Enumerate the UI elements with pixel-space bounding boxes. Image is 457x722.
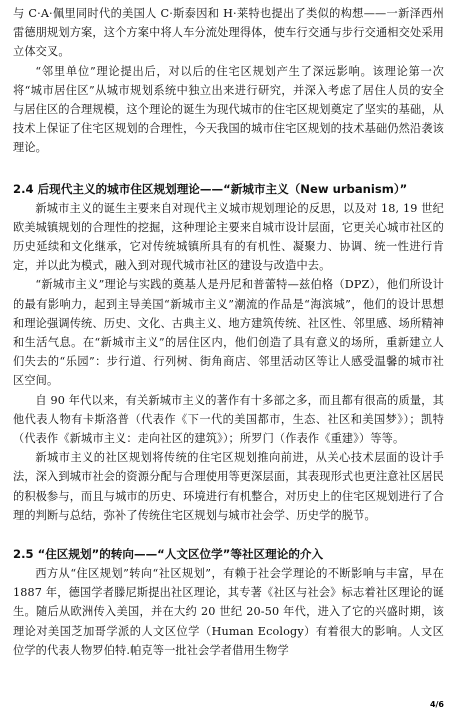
paragraph: 自 90 年代以来，有关新城市主义的著作有十多部之多，而且都有很高的质量，其他代表人物有卡斯洛普（代表作《下一代的美国都市，生态、社区和美国梦》）；凯特（代表作《新城市主义：走向社区的建筑》）；所罗门（作表作《重建》）等等。 bbox=[13, 393, 444, 446]
paragraph: 新城市主义的社区规划将传统的住宅区规划推向前进，从关心技术层面的设计手法，深入到城市社会的资源分配与合理使用等更深层面，其表现形式也更注意社区居民的积极参与，而且与城市的历史、环境进行有机整合，对历史上的住宅区规划进行了合理的判断与总结，弥补了传统住宅区规划与城市社会学、历史学的脱节。 bbox=[13, 451, 444, 522]
paragraph: “邻里单位”理论提出后，对以后的住宅区规划产生了深远影响。该理论第一次将“城市居住区”从城市规划系统中独立出来进行研究，并深入考虑了居住人员的安全与居住区的合理规模，这个理论的诞生为现代城市的住宅区规划奠定了坚实的基础，从技术上保证了住宅区规划的合理性，今天我国的城市住宅区规划的技术基础仍然沿袭该理论。 bbox=[13, 64, 444, 155]
paragraph: 西方从“住区规划”转向“社区规划”，有赖于社会学理论的不断影响与丰富，早在 1887 年，德国学者滕尼斯提出社区理论，其专著《社区与社会》标志着社区理论的诞生。随后从欧洲传入美国，并在大约 20 世纪 20-50 年代，进入了它的兴盛时期，该理论对美国芝加哥学派的人文区位学（Human Ecology）有着很大的影响。人文区位学的代表人物罗伯特.帕克等一批社会学者借用生物学 bbox=[13, 567, 444, 657]
paragraph: “新城市主义”理论与实践的奠基人是丹尼和普蕾特—兹伯格（DPZ），他们所设计的最有影响力，起到主导美国“新城市主义”潮流的作品是“海滨城”，他们的设计思想和理论强调传统、历史、文化、古典主义、地方建筑传统、社区性、邻里感、场所精神和生活气息。在“新城市主义”的居住区内，他们创造了具有意义的场所，重新建立人们失去的“乐园”：步行道、行列树、街角商店、邻里活动区等让人感受温馨的城市社区空间。 bbox=[13, 278, 444, 388]
section-heading-2-5: 2.5 “住区规划”的转向——“人文区位学”等社区理论的介入 bbox=[13, 547, 324, 562]
spacer bbox=[13, 158, 444, 180]
section-heading-2-4: 2.4 后现代主义的城市住区规划理论——“新城市主义（New urbanism）” bbox=[13, 181, 408, 196]
spacer bbox=[13, 525, 444, 545]
page-number: 4/6 bbox=[429, 700, 444, 709]
paragraph: 新城市主义的诞生主要来自对现代主义城市规划理论的反思，以及对 18, 19 世纪欧美城镇规划的合理性的挖掘，这种理论主要来自城市设计层面，它更关心城市社区的历史延续和文化继承，它对传统城镇所具有的有机性、凝聚力、协调、统一性进行肯定，并以此为模式，融入到对现代城市社区的建设与改造中去。 bbox=[13, 201, 444, 273]
paragraph: 与 C·A·佩里同时代的美国人 C·斯泰因和 H·莱特也提出了类似的构想——一新泽西州雷德朋规划方案，这个方案中将人车分流处理得体，使车行交通与步行交通相交处采用立体交叉。 bbox=[13, 7, 444, 59]
document-page bbox=[13, 4, 444, 660]
